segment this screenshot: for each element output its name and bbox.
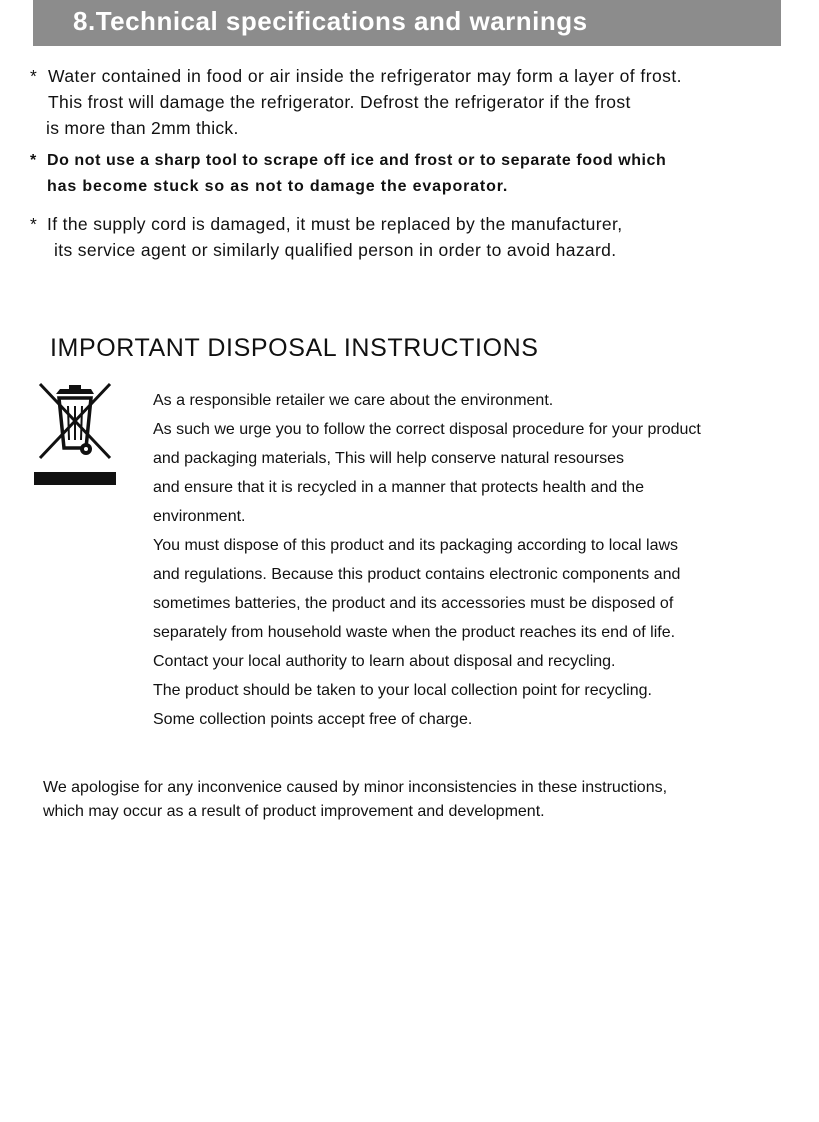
bullet-asterisk: * — [30, 66, 37, 86]
disposal-line: and ensure that it is recycled in a manner that protects health and the — [153, 479, 644, 496]
bullet-asterisk: * — [30, 214, 37, 234]
section-number: 8. — [73, 6, 96, 36]
section-header-bar — [33, 0, 781, 46]
warning-line: is more than 2mm thick. — [46, 118, 239, 138]
warning-line: If the supply cord is damaged, it must be replaced by the manufacturer, — [47, 214, 623, 234]
disposal-line: and packaging materials, This will help conserve natural resourses — [153, 450, 625, 467]
disposal-line: environment. — [153, 508, 246, 525]
disposal-line: and regulations. Because this product contains electronic components and — [153, 566, 681, 583]
crossed-out-wheelie-bin-icon — [34, 378, 116, 486]
section-title — [73, 6, 588, 37]
warning-frost — [30, 63, 682, 141]
bullet-asterisk: * — [30, 152, 37, 169]
warning-sharp-tool — [30, 148, 666, 200]
disposal-line: sometimes batteries, the product and its accessories must be disposed of — [153, 595, 674, 612]
disposal-line: separately from household waste when the product reaches its end of life. — [153, 624, 676, 641]
disposal-paragraph — [153, 386, 701, 734]
warning-line: Do not use a sharp tool to scrape off ice and frost or to separate food which — [47, 152, 667, 169]
warning-supply-cord — [30, 211, 622, 263]
warning-line: Water contained in food or air inside the refrigerator may form a layer of frost. — [48, 66, 682, 86]
closing-note — [43, 776, 667, 824]
disposal-line: As such we urge you to follow the correct disposal procedure for your product — [153, 421, 701, 438]
disposal-line: Some collection points accept free of charge. — [153, 711, 473, 728]
closing-line: which may occur as a result of product improvement and development. — [43, 803, 545, 820]
warning-line: has become stuck so as not to damage the evaporator. — [47, 178, 509, 195]
closing-line: We apologise for any inconvenice caused by minor inconsistencies in these instructions, — [43, 779, 668, 796]
disposal-line: You must dispose of this product and its packaging according to local laws — [153, 537, 679, 554]
disposal-line: As a responsible retailer we care about the environment. — [153, 392, 554, 409]
section-title-text: Technical specifications and warnings — [95, 6, 588, 36]
disposal-line: The product should be taken to your local collection point for recycling. — [153, 682, 652, 699]
warning-line: This frost will damage the refrigerator. Defrost the refrigerator if the frost — [48, 92, 631, 112]
disposal-line: Contact your local authority to learn about disposal and recycling. — [153, 653, 616, 670]
disposal-heading: IMPORTANT DISPOSAL INSTRUCTIONS — [50, 334, 539, 362]
warning-line: its service agent or similarly qualified person in order to avoid hazard. — [54, 240, 617, 260]
